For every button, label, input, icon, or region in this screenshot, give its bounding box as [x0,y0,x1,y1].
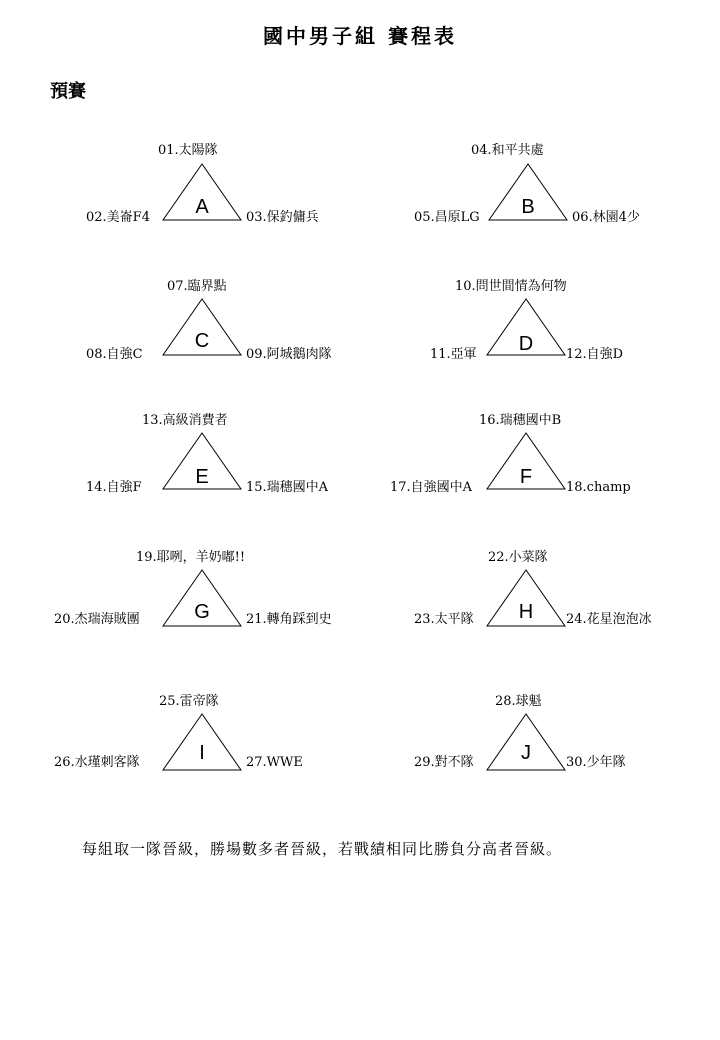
team-left: 02.美崙F4 [86,210,150,225]
team-top: 07.臨界點 [167,279,227,294]
team-top: 13.高級消費者 [142,413,228,428]
team-top: 19.耶咧，羊奶嘟!! [136,550,246,565]
group-letter: E [195,466,209,488]
team-left: 26.水瑾刺客隊 [54,755,140,770]
group-letter: F [519,466,533,488]
team-left: 20.杰瑞海賊團 [54,612,140,627]
team-top: 28.球魁 [495,694,542,709]
team-right: 27.WWE [246,755,303,770]
group-letter: C [194,330,210,352]
team-right: 24.花星泡泡冰 [566,612,652,627]
team-left: 11.亞軍 [430,347,477,362]
group-letter: B [521,196,535,218]
group-letter: G [194,601,210,623]
team-right: 06.林園4少 [572,210,640,225]
team-top: 16.瑞穗國中B [479,413,562,428]
section-heading: 預賽 [50,81,86,102]
group-letter: D [518,333,534,355]
group-letter: H [518,601,534,623]
page-title: 國中男子組 賽程表 [263,24,457,48]
team-right: 15.瑞穗國中A [246,480,329,495]
team-top: 25.雷帝隊 [159,694,219,709]
team-right: 30.少年隊 [566,755,626,770]
group-letter: J [521,742,531,764]
team-right: 12.自強D [566,347,624,362]
team-left: 29.對不隊 [414,755,474,770]
team-left: 23.太平隊 [414,612,474,627]
team-right: 09.阿城鵝肉隊 [246,347,332,362]
team-top: 10.問世間情為何物 [455,279,567,294]
team-left: 17.自強國中A [390,480,473,495]
group-letter: A [195,196,209,218]
advancement-rule-note: 每組取一隊晉級，勝場數多者晉級，若戰績相同比勝負分高者晉級。 [82,840,563,858]
group-letter: I [199,742,205,764]
team-right: 03.保釣傭兵 [246,210,319,225]
team-left: 14.自強F [86,480,142,495]
team-left: 08.自強C [86,347,143,362]
team-top: 22.小菜隊 [488,550,548,565]
team-left: 05.昌原LG [414,210,480,225]
team-top: 04.和平共處 [471,143,544,158]
team-right: 18.champ [566,480,631,495]
team-right: 21.轉角踩到史 [246,612,332,627]
team-top: 01.太陽隊 [158,143,218,158]
